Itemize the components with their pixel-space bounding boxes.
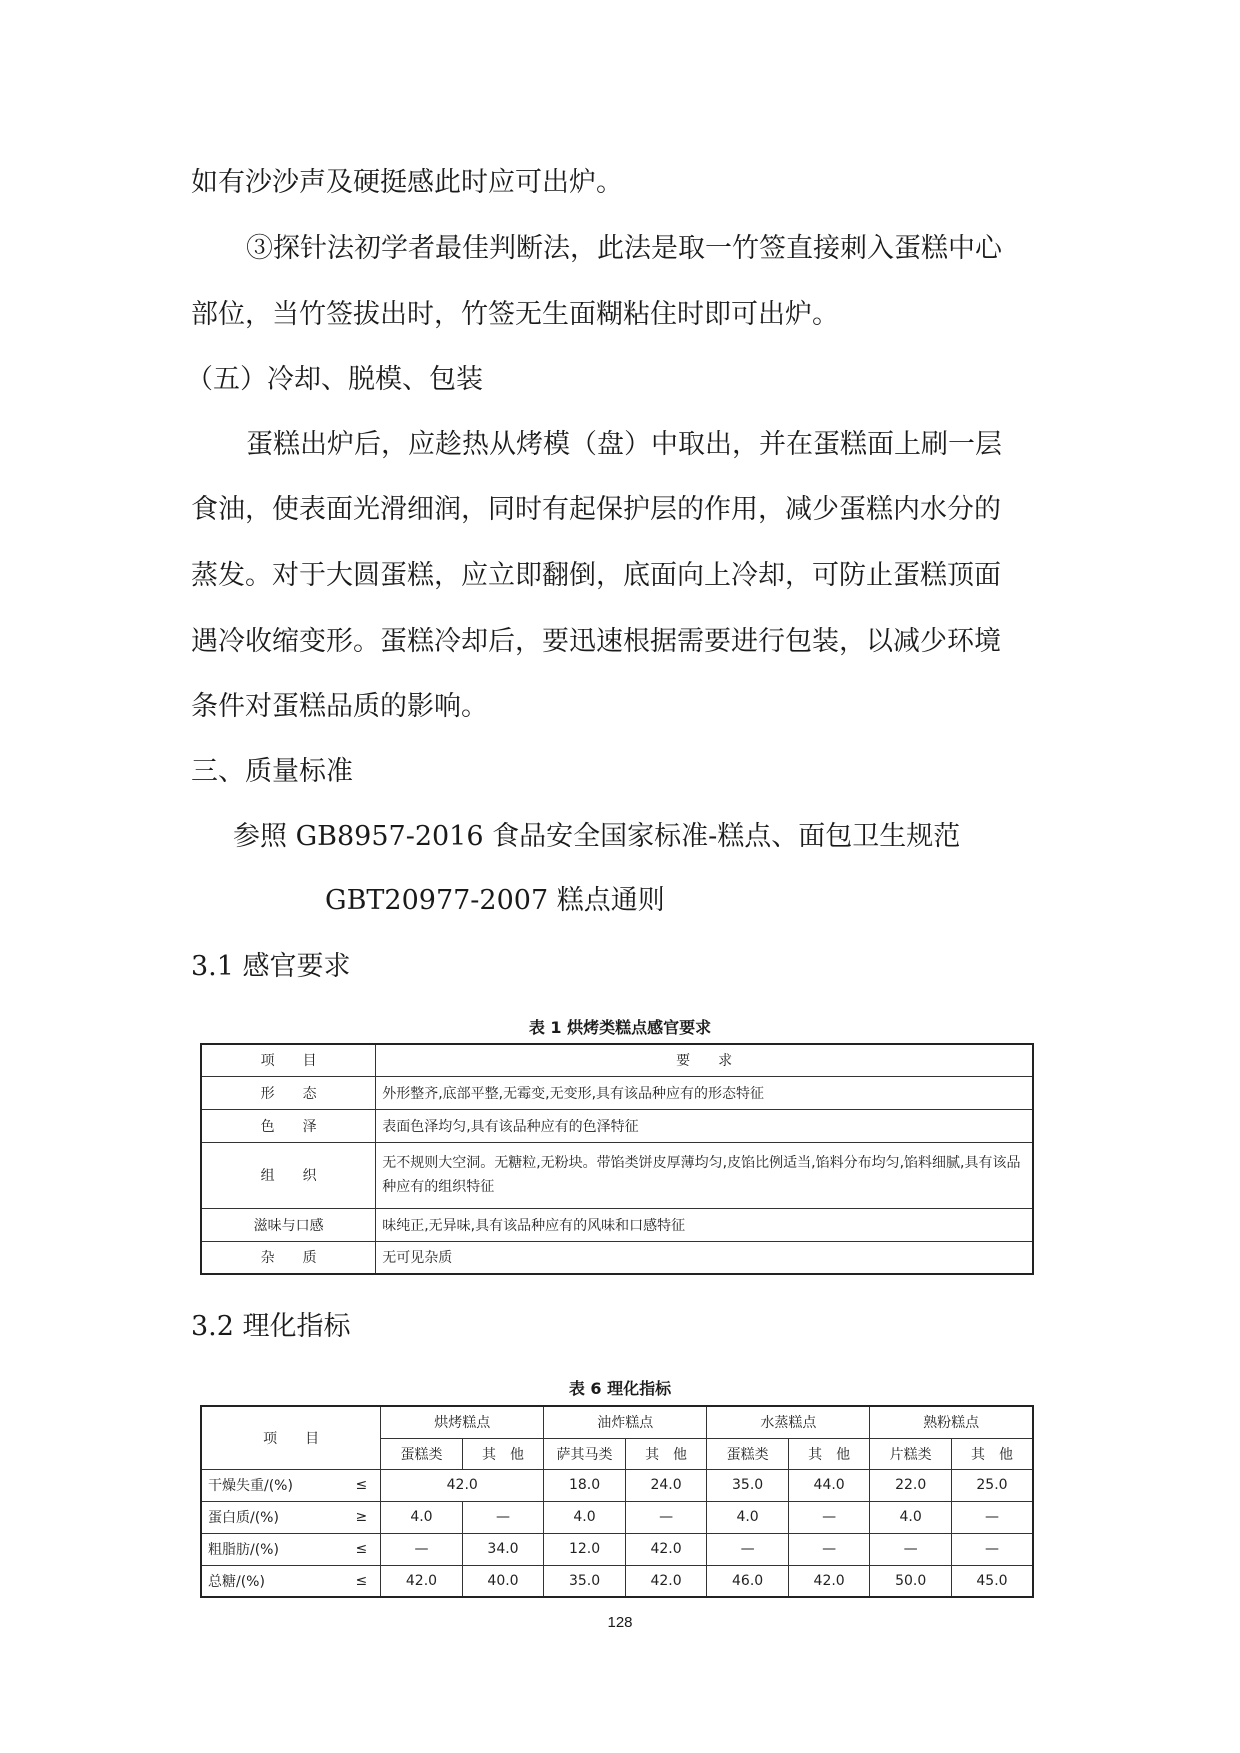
sub-header: 其 他 bbox=[788, 1438, 870, 1469]
cell: 42.0 bbox=[788, 1565, 870, 1597]
table-row bbox=[201, 1533, 1033, 1565]
cell: 无不规则大空洞。无糖粒,无粉块。带馅类饼皮厚薄均匀,皮馅比例适当,馅料分布均匀,馅料细腻,具有该品种应有的组织特征 bbox=[376, 1142, 1033, 1208]
sub-header: 其 他 bbox=[462, 1438, 544, 1469]
cell: 24.0 bbox=[625, 1469, 707, 1501]
cell: 50.0 bbox=[870, 1565, 952, 1597]
text-line: 食油，使表面光滑细润，同时有起保护层的作用，减少蛋糕内水分的 bbox=[191, 494, 1001, 525]
table-row bbox=[201, 1076, 1033, 1109]
text-line: 如有沙沙声及硬挺感此时应可出炉。 bbox=[191, 167, 623, 198]
section-heading: 三、质量标准 bbox=[191, 756, 353, 787]
reference-line: GBT20977-2007 糕点通则 bbox=[325, 885, 665, 916]
group-header: 水蒸糕点 bbox=[707, 1406, 870, 1438]
cell: 组 织 bbox=[201, 1142, 376, 1208]
cell: — bbox=[951, 1533, 1033, 1565]
sub-header: 蛋糕类 bbox=[381, 1438, 463, 1469]
cell: 4.0 bbox=[544, 1501, 626, 1533]
cell: 25.0 bbox=[951, 1469, 1033, 1501]
sub-header: 其 他 bbox=[951, 1438, 1033, 1469]
table-row bbox=[201, 1565, 1033, 1597]
cell: 粗脂肪/(%) bbox=[201, 1533, 342, 1565]
cell: ≥ bbox=[342, 1501, 380, 1533]
cell: 色 泽 bbox=[201, 1109, 376, 1142]
group-header: 烘烤糕点 bbox=[381, 1406, 544, 1438]
sub-header: 萨其马类 bbox=[544, 1438, 626, 1469]
cell: ≤ bbox=[342, 1469, 380, 1501]
text-line: 蒸发。对于大圆蛋糕，应立即翻倒，底面向上冷却，可防止蛋糕顶面 bbox=[191, 560, 1001, 591]
sensory-requirements-table bbox=[200, 1043, 1034, 1275]
table-header: 要 求 bbox=[376, 1044, 1033, 1076]
cell: — bbox=[462, 1501, 544, 1533]
text-line: 条件对蛋糕品质的影响。 bbox=[191, 691, 488, 722]
sub-header: 其 他 bbox=[625, 1438, 707, 1469]
cell: 杂 质 bbox=[201, 1241, 376, 1274]
cell: 味纯正,无异味,具有该品种应有的风味和口感特征 bbox=[376, 1208, 1033, 1241]
cell: 22.0 bbox=[870, 1469, 952, 1501]
cell: 形 态 bbox=[201, 1076, 376, 1109]
section-heading: 3.2 理化指标 bbox=[191, 1311, 351, 1342]
cell: 35.0 bbox=[707, 1469, 789, 1501]
cell: 44.0 bbox=[788, 1469, 870, 1501]
table-header: 项 目 bbox=[201, 1406, 381, 1469]
group-header: 油炸糕点 bbox=[544, 1406, 707, 1438]
cell: 40.0 bbox=[462, 1565, 544, 1597]
cell: — bbox=[625, 1501, 707, 1533]
cell: 蛋白质/(%) bbox=[201, 1501, 342, 1533]
cell: ≤ bbox=[342, 1565, 380, 1597]
cell: 4.0 bbox=[381, 1501, 463, 1533]
cell: 总糖/(%) bbox=[201, 1565, 342, 1597]
group-header: 熟粉糕点 bbox=[870, 1406, 1033, 1438]
cell: 无可见杂质 bbox=[376, 1241, 1033, 1274]
section-heading: （五）冷却、脱模、包装 bbox=[186, 364, 483, 395]
table-row bbox=[201, 1241, 1033, 1274]
table-row bbox=[201, 1469, 1033, 1501]
table-row bbox=[201, 1109, 1033, 1142]
cell: 42.0 bbox=[381, 1565, 463, 1597]
cell: 18.0 bbox=[544, 1469, 626, 1501]
text-line: 遇冷收缩变形。蛋糕冷却后，要迅速根据需要进行包装，以减少环境 bbox=[191, 626, 1001, 657]
cell: 4.0 bbox=[707, 1501, 789, 1533]
cell: — bbox=[951, 1501, 1033, 1533]
cell: 12.0 bbox=[544, 1533, 626, 1565]
table-row bbox=[201, 1501, 1033, 1533]
reference-line: 参照 GB8957-2016 食品安全国家标准-糕点、面包卫生规范 bbox=[233, 821, 961, 852]
table6-caption: 表 6 理化指标 bbox=[568, 1379, 672, 1398]
cell: 45.0 bbox=[951, 1565, 1033, 1597]
table1-caption: 表 1 烘烤类糕点感官要求 bbox=[528, 1018, 712, 1037]
cell: 滋味与口感 bbox=[201, 1208, 376, 1241]
cell: 46.0 bbox=[707, 1565, 789, 1597]
table-header: 项 目 bbox=[201, 1044, 376, 1076]
table-row bbox=[201, 1142, 1033, 1208]
cell: 35.0 bbox=[544, 1565, 626, 1597]
cell: 4.0 bbox=[870, 1501, 952, 1533]
cell: — bbox=[870, 1533, 952, 1565]
physicochemical-table bbox=[200, 1405, 1034, 1598]
text-line: 部位，当竹签拔出时，竹签无生面糊粘住时即可出炉。 bbox=[191, 299, 839, 330]
cell: — bbox=[707, 1533, 789, 1565]
cell: 外形整齐,底部平整,无霉变,无变形,具有该品种应有的形态特征 bbox=[376, 1076, 1033, 1109]
text-line: 蛋糕出炉后，应趁热从烤模（盘）中取出，并在蛋糕面上刷一层 bbox=[246, 429, 1002, 460]
cell: 表面色泽均匀,具有该品种应有的色泽特征 bbox=[376, 1109, 1033, 1142]
cell: — bbox=[788, 1533, 870, 1565]
cell: 42.0 bbox=[381, 1469, 544, 1501]
page-number: 128 bbox=[607, 1614, 633, 1631]
sub-header: 片糕类 bbox=[870, 1438, 952, 1469]
sub-header: 蛋糕类 bbox=[707, 1438, 789, 1469]
cell: 干燥失重/(%) bbox=[201, 1469, 342, 1501]
cell: 42.0 bbox=[625, 1533, 707, 1565]
cell: 34.0 bbox=[462, 1533, 544, 1565]
cell: ≤ bbox=[342, 1533, 380, 1565]
text-line: ③探针法初学者最佳判断法，此法是取一竹签直接刺入蛋糕中心 bbox=[246, 233, 1002, 264]
cell: 42.0 bbox=[625, 1565, 707, 1597]
cell: — bbox=[788, 1501, 870, 1533]
table-row bbox=[201, 1208, 1033, 1241]
section-heading: 3.1 感官要求 bbox=[191, 951, 351, 982]
cell: — bbox=[381, 1533, 463, 1565]
